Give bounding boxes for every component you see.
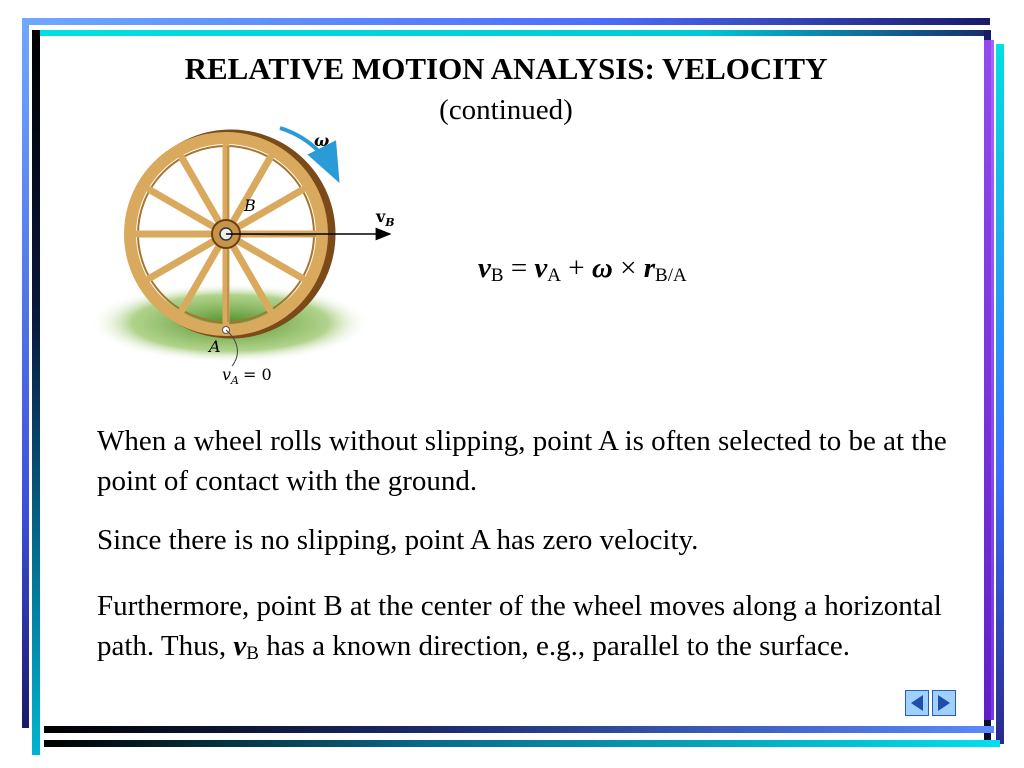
omega-label: ω — [314, 131, 330, 150]
slide-title: RELATIVE MOTION ANALYSIS: VELOCITY — [184, 51, 828, 86]
wheel-figure — [90, 118, 420, 400]
frame-bottom-inner-bar — [44, 726, 994, 733]
velocity-b-label: $v_B$ — [376, 207, 395, 229]
frame-right-outer-bar — [996, 44, 1004, 744]
paragraph-center-path: Furthermore, point B at the center of the wheel moves along a horizontal path. Thus, $v_B$ has a known direction, e.g., parallel to the surface. — [97, 590, 942, 664]
frame-top-outer-bar — [22, 18, 990, 25]
frame-right-purple-bar — [984, 40, 994, 720]
triangle-left-icon — [909, 694, 925, 712]
paragraph-zero-velocity: Since there is no slipping, point A has zero velocity. — [97, 524, 699, 556]
frame-left-outer-bar — [22, 18, 29, 728]
next-slide-button[interactable] — [932, 690, 956, 716]
frame-top-inner-bar — [32, 30, 990, 36]
slide-navigation — [905, 690, 957, 718]
velocity-equation: $v_B = v_A + \omega \times r_{B/A}$ — [478, 252, 687, 286]
frame-bottom-outer-bar — [44, 740, 1000, 747]
point-a-label: A — [209, 337, 221, 356]
paragraph-rolling-contact: When a wheel rolls without slipping, point A is often selected to be at the point of contact with the ground. — [97, 425, 947, 497]
slide-subtitle: (continued) — [439, 94, 573, 126]
velocity-a-label: $v_A = 0$ — [222, 365, 272, 387]
triangle-right-icon — [936, 694, 952, 712]
previous-slide-button[interactable] — [905, 690, 929, 716]
frame-left-inner-bar — [32, 30, 40, 755]
ground-shadow — [90, 283, 370, 363]
point-b-label: B — [244, 196, 256, 215]
